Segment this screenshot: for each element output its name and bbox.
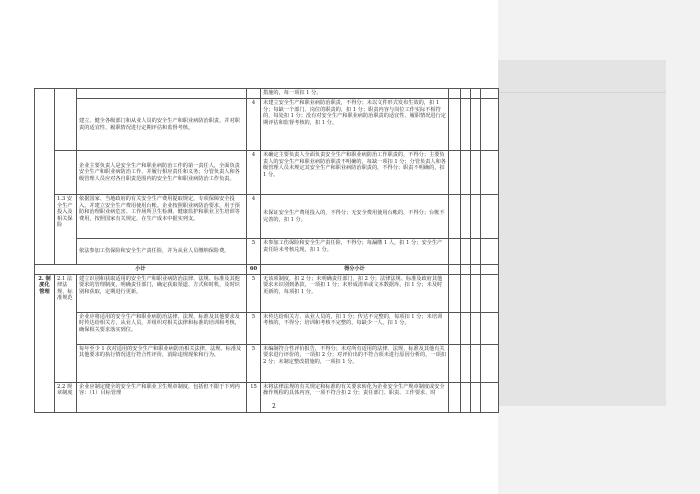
score-cell: 4 (247, 195, 261, 239)
section-2-label: 2. 制度化管理 (35, 274, 55, 412)
subtotal-score: 60 (247, 265, 261, 275)
sub-cell-blank (55, 89, 77, 151)
rule-cell: 未传达给相关方、从业人员的，扣 1 分；传达不完整的，每项扣 1 分；未培训考核的，不得分；培训和考核不完整的，每缺少一人，扣 1 分。 (261, 312, 449, 344)
comment-divider (498, 92, 666, 93)
table-row (35, 274, 499, 312)
rule-cell: 未参加工伤保险和安全生产责任险，不得分；每漏缴 1 人，扣 1 分；安全生产责任险未考核兑现，扣 1 分。 (261, 239, 449, 265)
rule-cell: 未建立安全生产和职业病防治职责，不得分；未以文件形式发布生效的，扣 1 分；每缺一个部门、岗位的职责的，扣 1 分；职责内容与岗位工作实际不相符的，每处扣 1 分；没有对安全生产和职业病防治职责的适宜性、履职情况进行定期评估和监督考核的，扣 1 分。 (261, 99, 449, 151)
page-number: 2 (272, 403, 276, 410)
score-cell: 5 (247, 312, 261, 344)
content-cell: 依法参加工伤保险和安全生产责任险，并为从业人员缴纳保险费。 (77, 239, 247, 265)
rule-cell: 未保证安全生产费用投入的，不得分；无安全费用使用台帐的，不得分；台帐不完善的，扣 1 分。 (261, 195, 449, 239)
content-cell: 依据国家、当地政府的有关安全生产费用提取规定，专项保障安全投入，并建立安全生产费用使用台帐。企业按照职业病防治要求，用于预防和治理职业病危害、工作场所卫生检测、健康监护和职业卫生培训等费用，按照国家有关规定，在生产成本中据实列支。 (77, 195, 247, 239)
table-row (35, 239, 499, 265)
score-cell: 5 (247, 274, 261, 312)
table-row (35, 312, 499, 344)
score-cell: 4 (247, 151, 261, 195)
score-cell (247, 89, 261, 99)
rule-cell: 无该项制度，扣 2 分；未明确责任部门，扣 2 分；法律法规、标准及政府其他要求未识别到条款，一项扣 1 分；未形成清单或文本数据库，扣 1 分；未及时更新的，每项扣 1 分。 (261, 274, 449, 312)
content-cell: 企业应将适用的安全生产和职业病防治法律、法规、标准及其他要求及时传达给相关方，从业人员，并组织对相关法律和标准的培训和考核，确保相关要求落实到位。 (77, 312, 247, 344)
comment-pane (498, 60, 666, 406)
subtotal-row (35, 265, 499, 275)
content-cell: 每年至少 1 次对适用的安全生产和职业病防治相关法律、法规、标准及其他要求的执行情况进行符合性评价，消除违规现象和行为。 (77, 344, 247, 382)
score-cell: 15 (247, 382, 261, 412)
subtotal-label: 小计 (35, 265, 247, 275)
content-cell: 建立、健全各级部门和从业人员的安全生产和职业病防治职责，并对职责的适宜性、履职情况进行定期评估和监督考核。 (77, 99, 247, 151)
rule-cell: 未确定主要负责人全面负责安全生产和职业病防治工作职责的，不得分；主要负责人的安全生产和职业病防治职责不明确的，每缺一项扣 1 分；分管负责人和各级管理人员未规定其安全生产和职业病防治职责的，不得分；职责不明确的，扣 1 分。 (261, 151, 449, 195)
subsection-label: 2.2 规章制度 (55, 382, 77, 412)
section-1-cell (35, 89, 55, 265)
subsection-label: 1.3 安全生产投入及相关保险 (55, 195, 77, 265)
subsection-label: 2.1 法律法规、标准规范 (55, 274, 77, 382)
table-row (35, 344, 499, 382)
sub-cell-blank (55, 151, 77, 195)
table-row (35, 89, 499, 99)
evaluation-table (34, 88, 499, 413)
rule-cell: 措施的，每一项扣 1 分。 (261, 89, 449, 99)
subtotal-score-label: 得分小计 (261, 265, 449, 275)
score-cell: 4 (247, 99, 261, 151)
table-row (35, 99, 499, 151)
content-cell: 建立识别和获取适用的安全生产和职业病防治法律、法规、标准及其他要求的管理制度，明确责任部门，确定获取渠道、方式和时机，及时识别和获取，定期进行更新。 (77, 274, 247, 312)
rule-cell: 未将法律法规的有关规定和标准的有关要求转化为企业安全生产规章制度或安全操作规程的具体内容，一项不符合扣 2 分；责任部门、职责、工作要求、时 (261, 382, 449, 412)
content-cell (77, 89, 247, 99)
table-row (35, 382, 499, 412)
content-cell: 企业应制定健全的安全生产和职业卫生规章制度，包括但不限于下列内容：（1）目标管理 (77, 382, 247, 412)
score-cell: 5 (247, 239, 261, 265)
table-row (35, 151, 499, 195)
table-row (35, 195, 499, 239)
score-cell: 5 (247, 344, 261, 382)
content-cell: 企业主要负责人是安全生产和职业病防治工作的第一责任人，全面负责安全生产和职业病防治工作，并履行相应责任和义务；分管负责人和各级管理人员应对各自职责范围内的安全生产和职业病防治工作负责。 (77, 151, 247, 195)
rule-cell: 未编制符合性评价报告，不得分；未对所有适用的法律、法规、标准及其他有关要求进行评价的，一项扣 2 分；对评价出的不符合项未进行原因分析的，一项扣 2 分；未制定整改措施的，一项扣 1 分。 (261, 344, 449, 382)
